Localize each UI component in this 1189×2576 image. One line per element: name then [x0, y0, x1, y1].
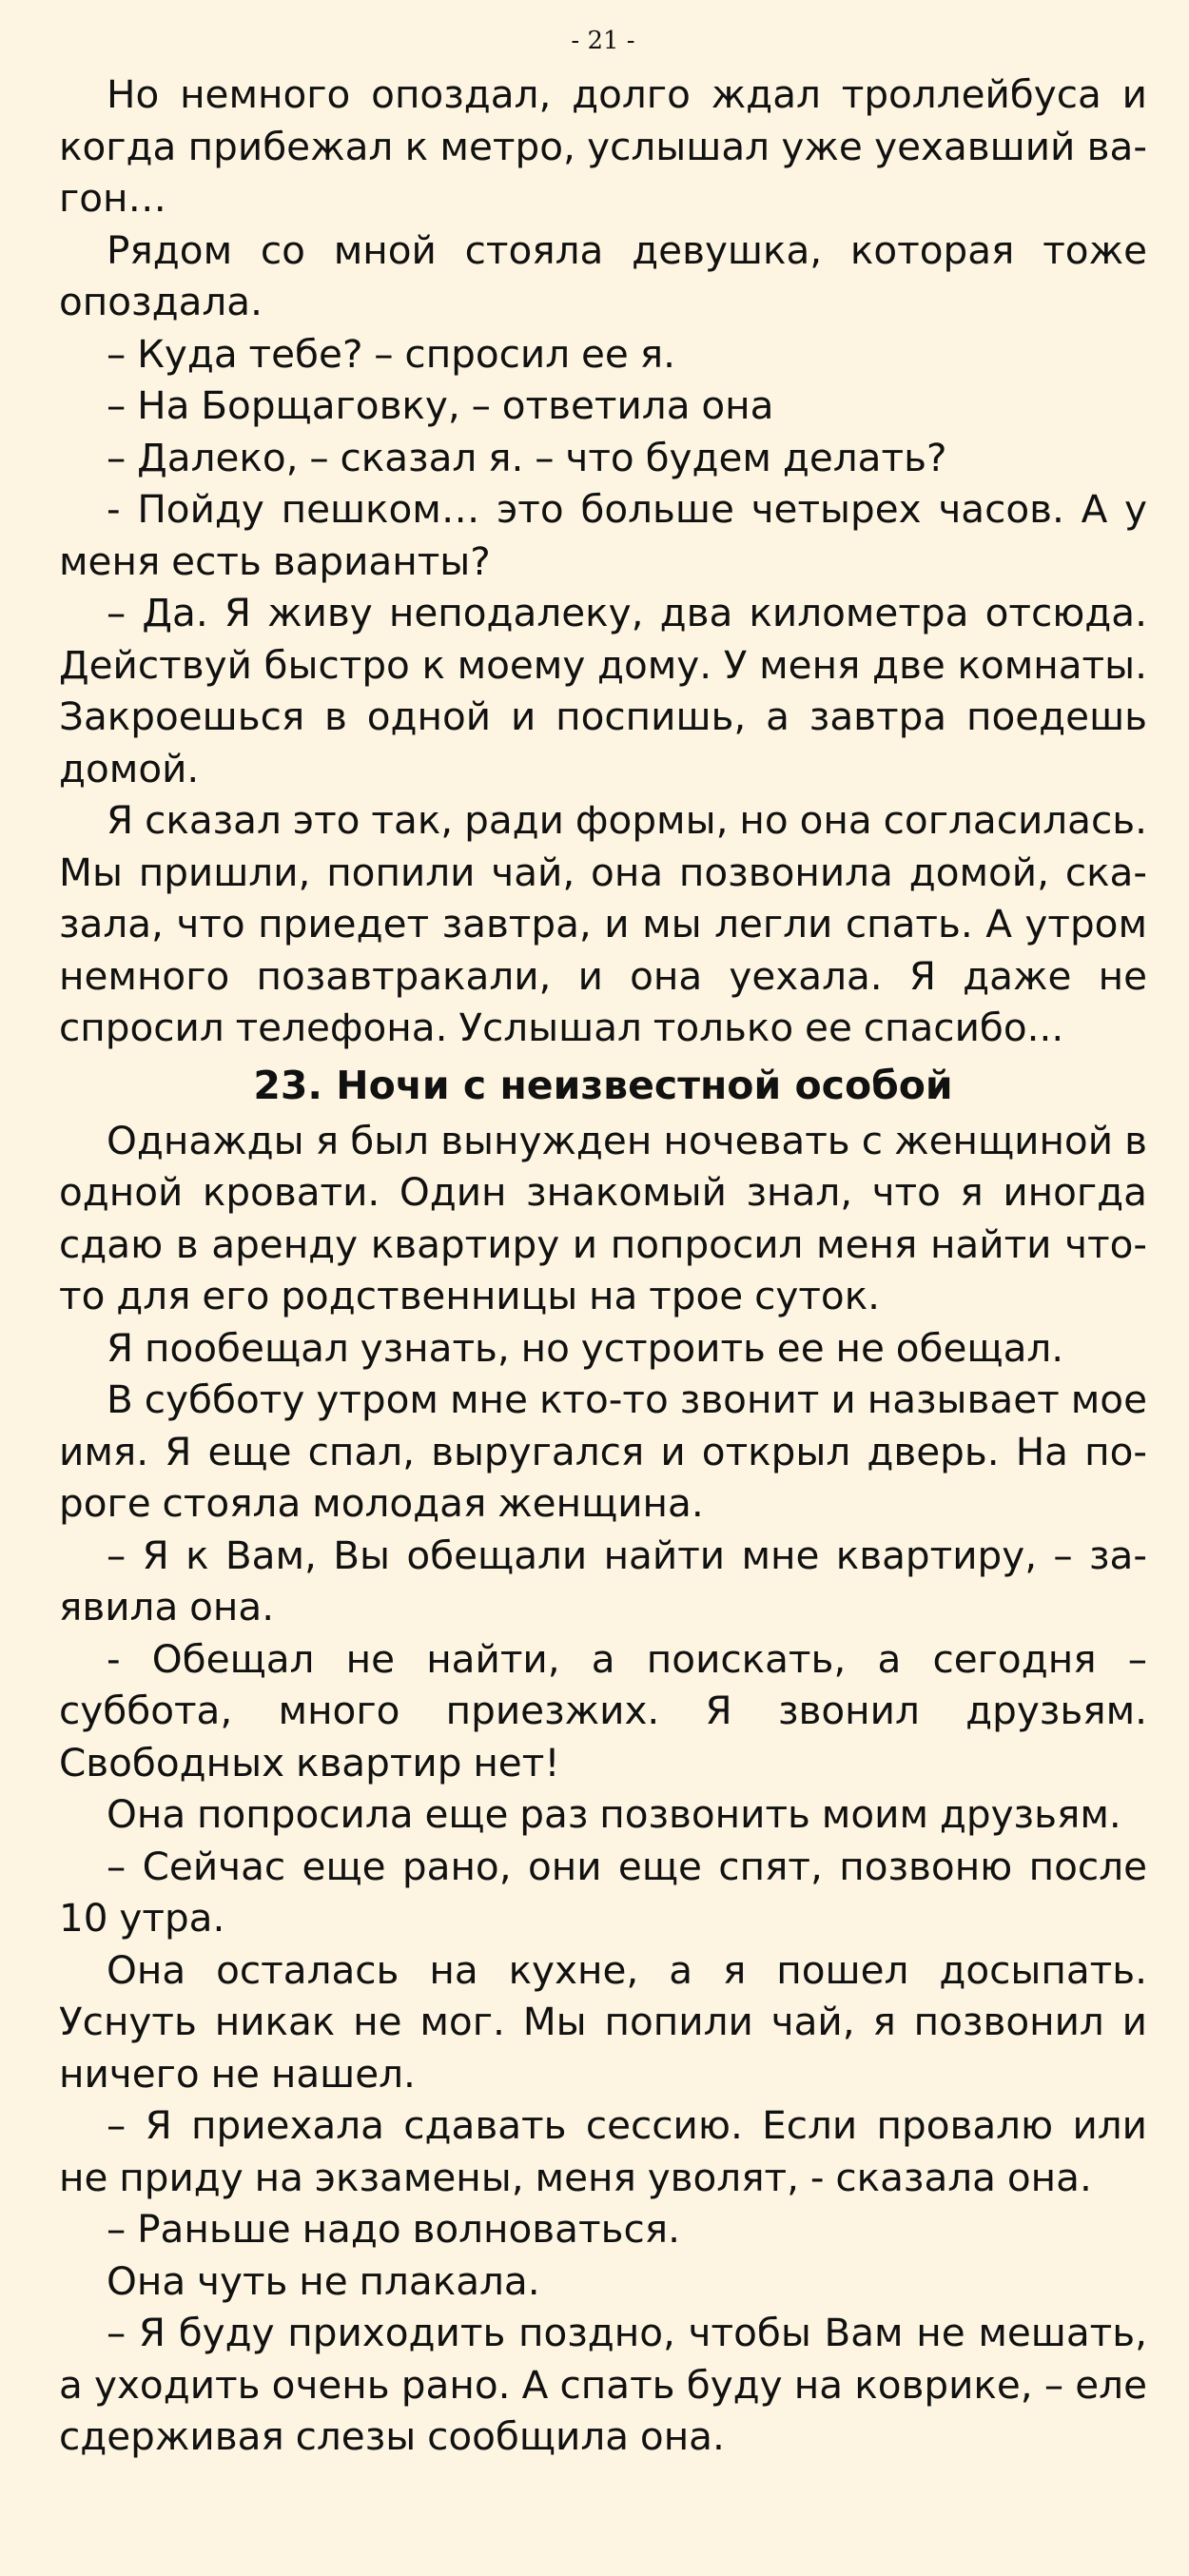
- page-number: - 21 -: [571, 27, 635, 55]
- paragraph: – Я буду приходить поздно, чтобы Вам не мешать, а уходить очень рано. А спать буду на коврике, – еле сдерживая слезы сообщила она.: [59, 2310, 1147, 2459]
- paragraph: – Далеко, – сказал я. – что будем делать?: [107, 434, 947, 480]
- paragraph: – Я к Вам, Вы обещали найти мне квартиру, – заявила она.: [59, 1532, 1147, 1630]
- paragraph: Я пообещал узнать, но устроить ее не обещал.: [107, 1324, 1064, 1371]
- book-page: [59, 25, 1147, 2463]
- paragraph: Она попросила еще раз позвонить моим друзьям.: [107, 1791, 1121, 1837]
- paragraph: – На Борщаговку, – ответила она: [107, 382, 774, 428]
- section-number: 23.: [253, 1062, 322, 1108]
- paragraph: – Куда тебе? – спросил ее я.: [107, 330, 675, 377]
- paragraph: Она осталась на кухне, а я пошел досыпать. Уснуть никак не мог. Мы попили чай, я позвонил и ничего не нашел.: [59, 1946, 1147, 2097]
- paragraph: Она чуть не плакала.: [107, 2257, 540, 2304]
- paragraph: Рядом со мной стояла девушка, которая тоже опоздала.: [59, 226, 1147, 324]
- paragraph: – Да. Я живу неподалеку, два километра отсюда. Действуй быстро к моему дому. У меня две комнаты. Закроешься в одной и поспишь, а завтра поедешь домой.: [59, 590, 1147, 791]
- text-block-after: [59, 1115, 1147, 2463]
- paragraph: Однажды я был вынужден ночевать с женщиной в одной кровати. Один знакомый знал, что я иногда сдаю в аренду квартиру и попросил меня найти что-то для его родственницы на трое суток.: [59, 1117, 1147, 1318]
- text-block-before: [59, 68, 1147, 1054]
- section-title: Ночи с неизвестной особой: [336, 1062, 953, 1108]
- paragraph: Но немного опоздал, долго ждал троллейбуса и когда прибежал к метро, услышал уже уехавший вагон…: [59, 71, 1147, 221]
- section-heading: [59, 1058, 1147, 1113]
- paragraph: – Сейчас еще рано, они еще спят, позвоню после 10 утра.: [59, 1843, 1147, 1941]
- paragraph: В субботу утром мне кто-то звонит и называет мое имя. Я еще спал, выругался и открыл дверь. На пороге стояла молодая женщина.: [59, 1376, 1147, 1526]
- paragraph: Я сказал это так, ради формы, но она согласилась. Мы пришли, попили чай, она позвонила домой, сказала, что приедет завтра, и мы легли спать. А утром немного позавтракали, и она уехала. Я даже не спросил телефона. Услышал только ее спасибо...: [59, 797, 1147, 1050]
- paragraph: - Пойду пешком… это больше четырех часов. А у меня есть варианты?: [59, 486, 1147, 584]
- paragraph: – Раньше надо волноваться.: [107, 2206, 680, 2252]
- paragraph: – Я приехала сдавать сессию. Если провалю или не приду на экзамены, меня уволят, - сказала она.: [59, 2102, 1147, 2200]
- paragraph: - Обещал не найти, а поискать, а сегодня – суббота, много приезжих. Я звонил друзьям. Свободных квартир нет!: [59, 1635, 1147, 1786]
